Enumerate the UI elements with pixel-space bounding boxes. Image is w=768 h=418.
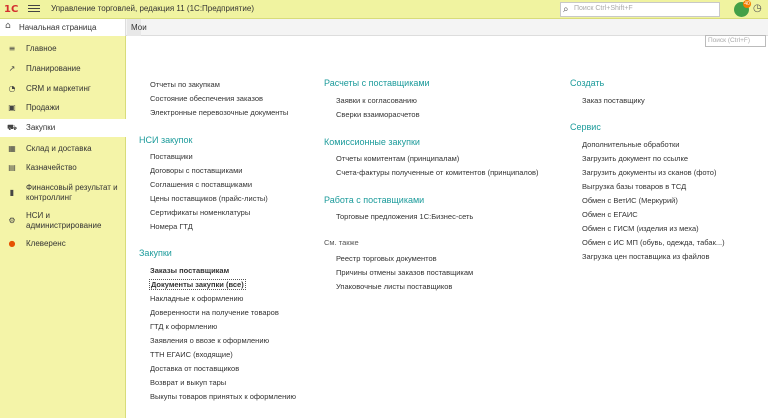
link-e-transport-docs[interactable]: Электронные перевозочные документы xyxy=(150,108,289,117)
history-icon[interactable]: ◷ xyxy=(753,3,762,14)
sidebar-item-label: Закупки xyxy=(26,123,56,132)
global-search-placeholder: Поиск Ctrl+Shift+F xyxy=(574,5,633,12)
cart-icon: ⛟ xyxy=(7,123,18,132)
sidebar-item-label: Планирование xyxy=(26,64,81,73)
sidebar-item-nsi[interactable] xyxy=(0,208,126,234)
link-supplier-delivery[interactable]: Доставка от поставщиков xyxy=(150,364,240,373)
link-reconciliations[interactable]: Сверки взаиморасчетов xyxy=(336,110,420,119)
treasury-icon: ▤ xyxy=(8,163,16,172)
link-approval-requests[interactable]: Заявки к согласованию xyxy=(336,96,417,105)
link-egais-exchange[interactable]: Обмен с ЕГАИС xyxy=(582,210,638,219)
sidebar-item-label: Казначейство xyxy=(26,163,77,172)
sidebar-item-label: Продажи xyxy=(26,103,60,112)
sidebar-item-planning[interactable] xyxy=(0,61,126,77)
link-vetis-exchange[interactable]: Обмен с ВетИС (Меркурий) xyxy=(582,196,678,205)
sidebar-item-treasury[interactable] xyxy=(0,160,126,176)
app-title: Управление торговлей, редакция 11 (1С:Предприятие) xyxy=(51,4,255,13)
link-invoices-to-process[interactable]: Накладные к оформлению xyxy=(150,294,244,303)
link-powers-of-attorney[interactable]: Доверенности на получение товаров xyxy=(150,308,279,317)
link-goods-buyout[interactable]: Выкупы товаров принятых к оформлению xyxy=(150,392,297,401)
link-purchase-documents-all[interactable]: Документы закупки (все) xyxy=(151,280,244,289)
link-load-doc-by-url[interactable]: Загрузить документ по ссылке xyxy=(582,154,689,163)
sidebar-item-warehouse[interactable] xyxy=(0,141,126,157)
panel-search-placeholder: Поиск (Ctrl+F) xyxy=(708,37,751,44)
see-also-label: См. также xyxy=(324,238,359,247)
link-certificates[interactable]: Сертификаты номенклатуры xyxy=(150,208,251,217)
link-trade-docs-registry[interactable]: Реестр торговых документов xyxy=(336,254,437,263)
sidebar-item-cleverence[interactable] xyxy=(0,236,126,252)
link-business-network-offers[interactable]: Торговые предложения 1С:Бизнес-сеть xyxy=(336,212,474,221)
sidebar-item-label: Склад и доставка xyxy=(26,144,92,153)
warehouse-icon: ▦ xyxy=(8,144,16,153)
chart-icon: ↗ xyxy=(8,64,16,73)
tab-next-label: Мои xyxy=(131,23,147,32)
link-container-return[interactable]: Возврат и выкуп тары xyxy=(150,378,227,387)
tab-home[interactable] xyxy=(0,19,126,36)
sidebar-item-label: CRM и маркетинг xyxy=(26,84,91,93)
sidebar-item-purchases[interactable] xyxy=(0,119,126,137)
section-commission-purchases: Комиссионные закупки xyxy=(324,137,420,147)
notifications-badge: 40 xyxy=(744,1,750,7)
hamburger-icon: ≡ xyxy=(8,44,16,53)
sidebar-item-label-line1: Финансовый результат и xyxy=(26,183,118,192)
title-bar xyxy=(0,0,768,19)
link-suppliers[interactable]: Поставщики xyxy=(150,152,193,161)
link-committent-reports[interactable]: Отчеты комитентам (принципалам) xyxy=(336,154,460,163)
link-supplier-orders[interactable]: Заказы поставщикам xyxy=(150,266,230,275)
sidebar-item-label-line2: контроллинг xyxy=(26,193,72,202)
link-supplier-prices[interactable]: Цены поставщиков (прайс-листы) xyxy=(150,194,268,203)
section-create: Создать xyxy=(570,78,605,88)
sidebar-item-label-line2: администрирование xyxy=(26,221,102,230)
sidebar xyxy=(0,36,126,418)
tab-next[interactable] xyxy=(127,19,147,36)
section-purchases: Закупки xyxy=(139,248,172,258)
link-gtd-to-process[interactable]: ГТД к оформлению xyxy=(150,322,218,331)
sidebar-item-label: Главное xyxy=(26,44,57,53)
sidebar-item-sales[interactable] xyxy=(0,100,126,116)
link-supplier-contracts[interactable]: Договоры с поставщиками xyxy=(150,166,243,175)
link-committent-invoices[interactable]: Счета-фактуры полученные от комитентов (принципалов) xyxy=(336,168,539,177)
clever-icon: ● xyxy=(8,239,16,248)
link-order-supply-state[interactable]: Состояние обеспечения заказов xyxy=(150,94,264,103)
link-order-cancel-reasons[interactable]: Причины отмены заказов поставщикам xyxy=(336,268,474,277)
panel-search-input[interactable] xyxy=(705,35,766,47)
tab-bar xyxy=(0,19,768,36)
section-service: Сервис xyxy=(570,122,601,132)
main-menu-icon[interactable] xyxy=(28,3,40,15)
link-gism-exchange[interactable]: Обмен с ГИСМ (изделия из меха) xyxy=(582,224,699,233)
sidebar-item-finance[interactable] xyxy=(0,180,126,206)
link-gtd-numbers[interactable]: Номера ГТД xyxy=(150,222,193,231)
section-nsi-purchases: НСИ закупок xyxy=(139,135,193,145)
bar-chart-icon: ▮ xyxy=(9,188,15,197)
sidebar-item-main[interactable] xyxy=(0,41,126,57)
link-additional-processing[interactable]: Дополнительные обработки xyxy=(582,140,680,149)
sidebar-item-label: Клеверенс xyxy=(26,239,66,248)
link-export-to-tsd[interactable]: Выгрузка базы товаров в ТСД xyxy=(582,182,687,191)
link-egais-ttn[interactable]: ТТН ЕГАИС (входящие) xyxy=(150,350,233,359)
section-supplier-settlements: Расчеты с поставщиками xyxy=(324,78,430,88)
home-icon: ⌂ xyxy=(5,21,11,31)
link-load-docs-from-scans[interactable]: Загрузить документы из сканов (фото) xyxy=(582,168,717,177)
gear-icon: ⚙ xyxy=(8,216,16,225)
crm-icon: ◔ xyxy=(8,84,16,93)
global-search-input[interactable] xyxy=(560,2,720,17)
sidebar-item-crm[interactable] xyxy=(0,81,126,97)
tab-home-label: Начальная страница xyxy=(19,23,97,32)
sidebar-item-label-line1: НСИ и xyxy=(26,211,50,220)
link-create-supplier-order[interactable]: Заказ поставщику xyxy=(582,96,645,105)
link-purchase-reports[interactable]: Отчеты по закупкам xyxy=(150,80,220,89)
link-ismp-exchange[interactable]: Обмен с ИС МП (обувь, одежда, табак...) xyxy=(582,238,725,247)
section-supplier-work: Работа с поставщиками xyxy=(324,195,425,205)
link-import-statements[interactable]: Заявления о ввозе к оформлению xyxy=(150,336,270,345)
search-icon: ⌕ xyxy=(563,4,569,15)
app-logo-icon: 1С xyxy=(4,4,19,15)
briefcase-icon: ▣ xyxy=(8,103,16,112)
link-supplier-agreements[interactable]: Соглашения с поставщиками xyxy=(150,180,253,189)
link-packing-lists[interactable]: Упаковочные листы поставщиков xyxy=(336,282,453,291)
link-load-supplier-prices[interactable]: Загрузка цен поставщика из файлов xyxy=(582,252,710,261)
